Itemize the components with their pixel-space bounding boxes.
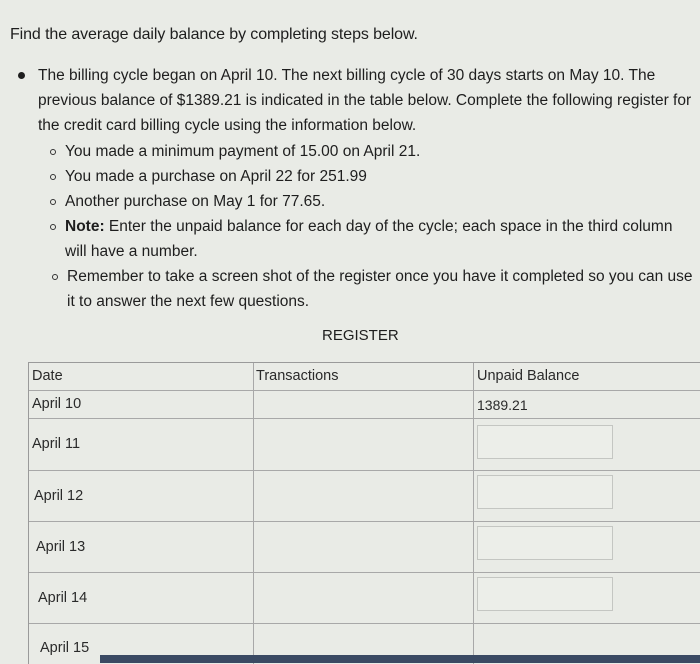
row-date: April 11: [32, 436, 81, 452]
sub-bullet-text: Remember to take a screen shot of the register once you have it completed so you can use it to answer the next few questions.: [67, 268, 693, 310]
bullet-ring: [50, 199, 56, 205]
row-divider: [29, 521, 700, 522]
header-unpaid-balance: Unpaid Balance: [477, 368, 580, 384]
balance-input-april-14[interactable]: [477, 577, 613, 611]
row-balance: 1389.21: [477, 397, 528, 413]
balance-input-april-12[interactable]: [477, 475, 613, 509]
row-divider: [29, 418, 700, 419]
note-text: Enter the unpaid balance for each day of the cycle; each space in the third column will have a number.: [65, 218, 673, 260]
instructions-heading: Find the average daily balance by completing steps below.: [10, 26, 418, 43]
note-label: Note:: [65, 218, 105, 235]
bullet-ring: [52, 274, 58, 280]
column-divider: [253, 363, 254, 664]
column-divider: [473, 363, 474, 664]
bullet-dot: [18, 72, 25, 79]
sub-bullet-text: [65, 214, 687, 264]
register-table: [28, 362, 700, 664]
bullet-ring: [50, 174, 56, 180]
row-divider: [29, 390, 700, 391]
balance-input-april-13[interactable]: [477, 526, 613, 560]
sub-bullet-text: You made a purchase on April 22 for 251.99: [65, 168, 367, 185]
bullet-ring: [50, 149, 56, 155]
sub-bullet-text: Another purchase on May 1 for 77.65.: [65, 193, 326, 210]
row-date: April 14: [38, 590, 88, 606]
header-date: Date: [32, 368, 63, 384]
sub-bullet-text: You made a minimum payment of 15.00 on April 21.: [65, 143, 421, 160]
row-divider: [29, 470, 700, 471]
bottom-edge-bar: [100, 655, 700, 663]
row-divider: [29, 572, 700, 573]
register-title: REGISTER: [322, 327, 399, 344]
balance-input-april-11[interactable]: [477, 425, 613, 459]
row-date: April 12: [34, 488, 84, 504]
billing-cycle-text: The billing cycle began on April 10. The next billing cycle of 30 days starts on May 10. The previous balance of $1389.21 is indicated in the table below. Complete the following register for the credit card billing cycle using the information below.: [38, 67, 692, 134]
header-transactions: Transactions: [256, 368, 339, 384]
bullet-ring: [50, 224, 56, 230]
row-date: April 15: [40, 640, 90, 656]
row-date: April 10: [32, 396, 82, 412]
row-divider: [29, 623, 700, 624]
row-date: April 13: [36, 539, 86, 555]
